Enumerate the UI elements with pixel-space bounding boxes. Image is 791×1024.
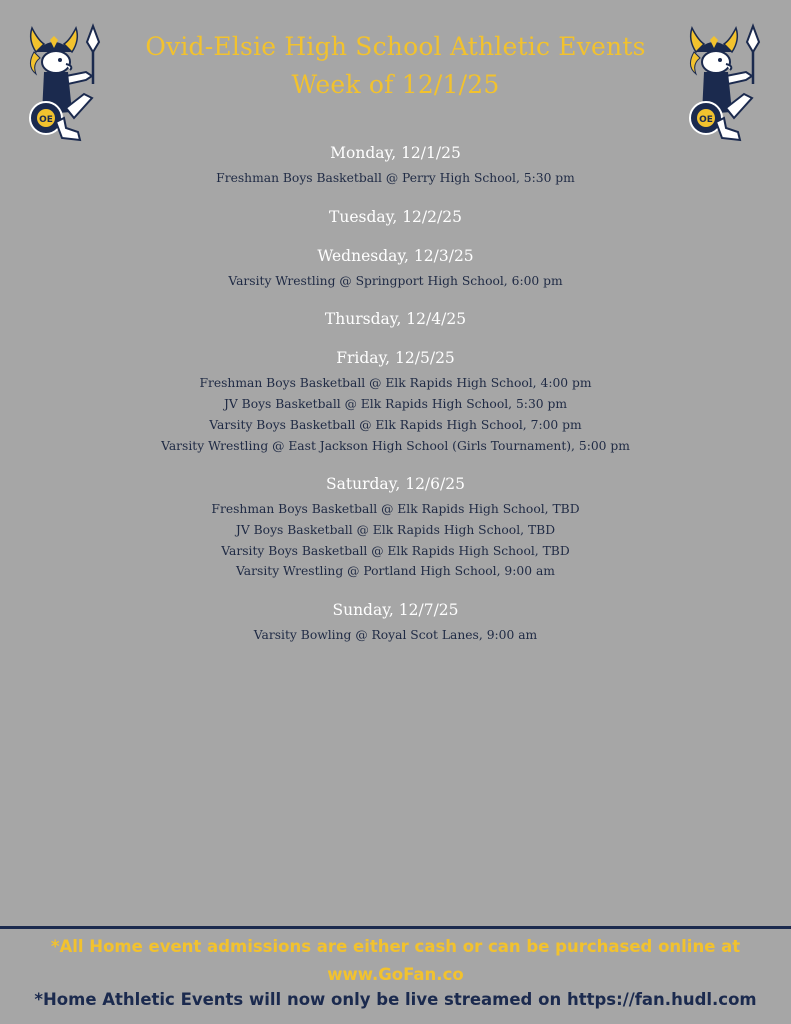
event-item: Varsity Bowling @ Royal Scot Lanes, 9:00 am (253, 628, 538, 643)
day-heading: Thursday, 12/4/25 (324, 310, 467, 329)
stream-notice: *Home Athletic Events will now only be live streamed on https://fan.hudl.com (34, 990, 757, 1009)
event-item: Freshman Boys Basketball @ Perry High School, 5:30 pm (216, 171, 575, 185)
event-item: Varsity Wrestling @ East Jackson High School (Girls Tournament), 5:00 pm (161, 438, 630, 453)
day-block (0, 206, 791, 228)
admission-notice: *All Home event admissions are either cash or can be purchased online at www.GoFan.co (50, 937, 741, 984)
event-item: Varsity Boys Basketball @ Elk Rapids High School, TBD (221, 543, 570, 558)
page-header (0, 28, 791, 104)
event-item: JV Boys Basketball @ Elk Rapids High School, TBD (235, 522, 556, 537)
svg-text:OE: OE (39, 115, 53, 125)
day-block (0, 142, 791, 189)
day-block (0, 347, 791, 456)
day-heading: Tuesday, 12/2/25 (329, 207, 462, 226)
svg-text:OE: OE (699, 115, 713, 125)
event-item: Varsity Boys Basketball @ Elk Rapids High School, 7:00 pm (209, 417, 582, 432)
day-heading: Wednesday, 12/3/25 (317, 246, 474, 265)
day-heading: Monday, 12/1/25 (330, 144, 461, 162)
event-item: JV Boys Basketball @ Elk Rapids High School, 5:30 pm (223, 397, 568, 412)
page-title: Ovid-Elsie High School Athletic Events (145, 32, 646, 61)
day-block (0, 308, 791, 330)
day-heading: Friday, 12/5/25 (336, 349, 455, 368)
footer-divider (0, 926, 791, 929)
day-block (0, 473, 791, 582)
event-item: Freshman Boys Basketball @ Elk Rapids High School, 4:00 pm (199, 376, 592, 391)
event-item: Freshman Boys Basketball @ Elk Rapids High School, TBD (211, 502, 580, 517)
page-subtitle: Week of 12/1/25 (291, 70, 500, 99)
event-item: Varsity Wrestling @ Portland High School, 9:00 am (236, 564, 555, 579)
day-block (0, 245, 791, 292)
day-block (0, 599, 791, 646)
day-heading: Sunday, 12/7/25 (332, 601, 459, 620)
day-heading: Saturday, 12/6/25 (326, 475, 465, 494)
event-item: Varsity Wrestling @ Springport High School, 6:00 pm (228, 273, 563, 288)
weekly-schedule (0, 142, 791, 663)
